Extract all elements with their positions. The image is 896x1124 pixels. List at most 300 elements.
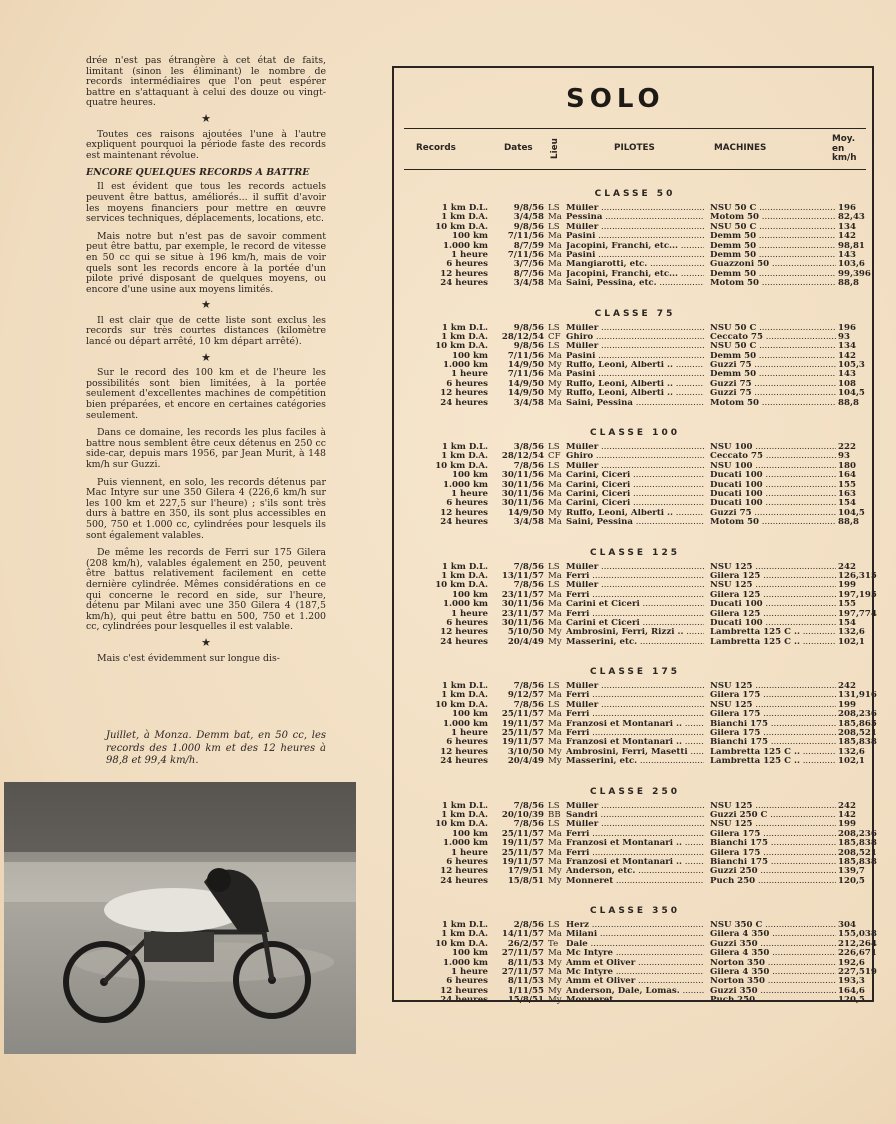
machine-cell: Guzzi 75 ..... <box>710 389 836 398</box>
lieu-cell: Ma <box>548 488 562 499</box>
record-cell: 1 heure <box>451 847 488 858</box>
record-cell: 1 heure <box>451 608 488 619</box>
record-cell: 1 km D.L. <box>441 800 488 811</box>
classe-spacer <box>404 767 866 786</box>
date-cell: 7/8/56 <box>513 460 544 471</box>
lieu-cell: LS <box>548 819 560 830</box>
photo-caption: Juillet, à Monza. Demm bat, en 50 cc, les records des 1.000 km et des 12 heures à 98,8 et 99,4 km/h. <box>106 730 326 766</box>
lieu-cell: Ma <box>548 718 562 729</box>
lieu-cell: LS <box>548 800 560 811</box>
machine-cell: Gilera 175 ..... <box>710 729 836 738</box>
table-row <box>404 399 866 408</box>
speed-cell: 126,315 <box>838 570 877 581</box>
pilot-cell: Carini, Ciceri ..... <box>566 499 704 508</box>
speed-cell: 99,396 <box>838 268 871 279</box>
pilot-cell: Ferri ..... <box>566 691 704 700</box>
pilot-cell: Mc Intyre ..... <box>566 968 704 977</box>
speed-cell: 102,1 <box>838 636 865 647</box>
lieu-cell: My <box>548 756 562 767</box>
table-row <box>404 518 866 527</box>
classe-spacer <box>404 408 866 427</box>
date-cell: 14/11/57 <box>501 929 544 940</box>
date-cell: 25/11/57 <box>501 728 544 739</box>
speed-cell: 105,3 <box>838 360 865 371</box>
machine-cell: NSU 125 ..... <box>710 563 836 572</box>
speed-cell: 88,8 <box>838 278 859 289</box>
speed-cell: 93 <box>838 451 850 462</box>
machine-cell: Gilera 175 ..... <box>710 691 836 700</box>
lieu-cell: Ma <box>548 967 562 978</box>
lieu-cell: Ma <box>548 369 562 380</box>
date-cell: 30/11/56 <box>501 470 544 481</box>
pilot-cell: Müller ..... <box>566 342 704 351</box>
date-cell: 3/7/56 <box>513 259 544 270</box>
speed-cell: 143 <box>838 249 856 260</box>
speed-cell: 164,6 <box>838 985 865 996</box>
pilot-cell: Müller ..... <box>566 802 704 811</box>
lieu-cell: Ma <box>548 498 562 509</box>
record-cell: 10 km D.A. <box>435 580 488 591</box>
lieu-cell: Ma <box>548 847 562 858</box>
pilot-cell: Masserini, etc. ..... <box>566 757 704 766</box>
record-cell: 1 km D.L. <box>441 920 488 931</box>
machine-cell: NSU 50 C ..... <box>710 324 836 333</box>
article-paragraph: Mais notre but n'est pas de savoir comment peut être battu, par exemple, le record de vitesse en 50 cc qui se situe à 196 km/h, mais de voir quels sont les records encore à la portée d'un pilote privé disposant de quelques moyens, ou encore d'une usine aux moyens limités. <box>86 230 326 295</box>
date-cell: 7/11/56 <box>507 369 544 380</box>
classe-spacer <box>404 886 866 905</box>
header-pilotes: PILOTES <box>614 143 655 153</box>
pilot-cell: Monneret ..... <box>566 877 704 886</box>
date-cell: 23/11/57 <box>501 589 544 600</box>
speed-cell: 199 <box>838 580 856 591</box>
classe-block <box>404 427 866 547</box>
lieu-cell: Ma <box>548 249 562 260</box>
record-cell: 24 heures <box>440 756 488 767</box>
table-row <box>404 279 866 288</box>
machine-cell: Ducati 100 ..... <box>710 619 836 628</box>
lieu-cell: LS <box>548 442 560 453</box>
date-cell: 27/11/57 <box>501 967 544 978</box>
record-cell: 12 heures <box>440 746 488 757</box>
speed-cell: 120,5 <box>838 995 865 1006</box>
record-cell: 1 km D.A. <box>441 212 488 223</box>
lieu-cell: My <box>548 995 562 1006</box>
date-cell: 14/9/50 <box>507 388 544 399</box>
record-cell: 24 heures <box>440 397 488 408</box>
record-cell: 1 km D.L. <box>441 322 488 333</box>
machine-cell: NSU 100 ..... <box>710 462 836 471</box>
date-cell: 28/12/54 <box>501 451 544 462</box>
record-cell: 6 heures <box>446 498 488 509</box>
lieu-cell: Ma <box>548 259 562 270</box>
speed-cell: 154 <box>838 617 856 628</box>
machine-cell: Gilera 4 350 ..... <box>710 930 836 939</box>
classe-spacer <box>404 647 866 666</box>
pilot-cell: Müller ..... <box>566 324 704 333</box>
record-cell: 100 km <box>452 709 488 720</box>
date-cell: 8/7/56 <box>513 268 544 279</box>
record-cell: 1.000 km <box>443 360 488 371</box>
speed-cell: 143 <box>838 369 856 380</box>
machine-cell: NSU 125 ..... <box>710 802 836 811</box>
table-row <box>404 996 866 1005</box>
machine-cell: Demm 50 ..... <box>710 352 836 361</box>
pilot-cell: Müller ..... <box>566 581 704 590</box>
machine-cell: Guzzi 250 ..... <box>710 867 836 876</box>
speed-cell: 88,8 <box>838 517 859 528</box>
machine-cell: Ducati 100 ..... <box>710 471 836 480</box>
speed-cell: 196 <box>838 203 856 213</box>
lieu-cell: Ma <box>548 278 562 289</box>
table-row <box>404 757 866 766</box>
lieu-cell: Ma <box>548 690 562 701</box>
date-cell: 30/11/56 <box>501 488 544 499</box>
speed-cell: 131,916 <box>838 690 877 701</box>
speed-cell: 104,5 <box>838 388 865 399</box>
pilot-cell: Ferri ..... <box>566 610 704 619</box>
lieu-cell: My <box>548 636 562 647</box>
date-cell: 8/11/53 <box>507 976 544 987</box>
record-cell: 10 km D.A. <box>435 221 488 232</box>
speed-cell: 98,81 <box>838 240 865 251</box>
pilot-cell: Carini, Ciceri ..... <box>566 481 704 490</box>
header-machines: MACHINES <box>714 143 767 153</box>
date-cell: 19/11/57 <box>501 718 544 729</box>
machine-cell: Demm 50 ..... <box>710 242 836 251</box>
pilot-cell: Müller ..... <box>566 204 704 213</box>
article-paragraph: Sur le record des 100 km et de l'heure les possibilités sont bien limitées, à la portée seulement d'excellentes machines de compétition bien préparées, et encore en certaines catégories seulement. <box>86 367 326 421</box>
date-cell: 15/8/51 <box>507 875 544 886</box>
machine-cell: NSU 50 C ..... <box>710 342 836 351</box>
machine-cell: Motom 50 ..... <box>710 213 836 222</box>
pilot-cell: Pasini ..... <box>566 251 704 260</box>
speed-cell: 180 <box>838 460 856 471</box>
lieu-cell: LS <box>548 460 560 471</box>
machine-cell: NSU 50 C ..... <box>710 223 836 232</box>
record-cell: 1 km D.L. <box>441 203 488 213</box>
classe-title: CLASSE 75 <box>594 308 676 319</box>
machine-cell: Norton 350 ..... <box>710 977 836 986</box>
speed-cell: 155,038 <box>838 929 877 940</box>
record-cell: 1.000 km <box>443 240 488 251</box>
date-cell: 17/9/51 <box>507 866 544 877</box>
machine-cell: Bianchi 175 ..... <box>710 839 836 848</box>
lieu-cell: Ma <box>548 948 562 959</box>
lieu-cell: LS <box>548 221 560 232</box>
speed-cell: 304 <box>838 920 856 931</box>
lieu-cell: Te <box>548 938 559 949</box>
pilot-cell: Herz ..... <box>566 921 704 930</box>
speed-cell: 108 <box>838 378 856 389</box>
speed-cell: 242 <box>838 561 856 572</box>
speed-cell: 103,6 <box>838 259 865 270</box>
machine-cell: Demm 50 ..... <box>710 370 836 379</box>
record-cell: 12 heures <box>440 985 488 996</box>
speed-cell: 154 <box>838 498 856 509</box>
machine-cell: NSU 125 ..... <box>710 701 836 710</box>
speed-cell: 226,671 <box>838 948 877 959</box>
speed-cell: 208,236 <box>838 709 877 720</box>
machine-cell: Motom 50 ..... <box>710 279 836 288</box>
classe-block <box>404 188 871 308</box>
machine-cell: NSU 350 C ..... <box>710 921 836 930</box>
date-cell: 9/8/56 <box>513 203 544 213</box>
machine-cell: Guzzi 350 ..... <box>710 940 836 949</box>
lieu-cell: LS <box>548 322 560 333</box>
date-cell: 25/11/57 <box>501 847 544 858</box>
pilot-cell: Ferri ..... <box>566 591 704 600</box>
classe-title: CLASSE 350 <box>590 906 680 917</box>
lieu-cell: Ma <box>548 728 562 739</box>
record-cell: 24 heures <box>440 995 488 1006</box>
machine-cell: NSU 125 ..... <box>710 581 836 590</box>
speed-cell: 208,236 <box>838 828 877 839</box>
lieu-cell: My <box>548 746 562 757</box>
record-cell: 100 km <box>452 828 488 839</box>
lieu-cell: My <box>548 360 562 371</box>
machine-cell: Bianchi 175 ..... <box>710 720 836 729</box>
classe-block <box>404 547 877 667</box>
lieu-cell: My <box>548 378 562 389</box>
date-cell: 14/9/50 <box>507 378 544 389</box>
machine-cell: Gilera 175 ..... <box>710 710 836 719</box>
record-cell: 1.000 km <box>443 599 488 610</box>
record-cell: 12 heures <box>440 268 488 279</box>
speed-cell: 185,838 <box>838 838 877 849</box>
pilot-cell: Saini, Pessina ..... <box>566 518 704 527</box>
record-cell: 1 km D.A. <box>441 570 488 581</box>
pilot-cell: Anderson, Dale, Lomas. ..... <box>566 987 704 996</box>
machine-cell: Ceccato 75 ..... <box>710 452 836 461</box>
pilot-cell: Amm et Oliver ..... <box>566 959 704 968</box>
speed-cell: 227,519 <box>838 967 877 978</box>
date-cell: 7/8/56 <box>513 699 544 710</box>
record-cell: 1.000 km <box>443 718 488 729</box>
pilot-cell: Ambrosini, Ferri, Rizzi .. ..... <box>566 628 704 637</box>
machine-cell: Puch 250 ..... <box>710 877 836 886</box>
article-paragraph: Dans ce domaine, les records les plus faciles à battre nous semblent être ceux détenus en 250 cc side-car, depuis mars 1956, par Jean Murit, à 148 km/h sur Guzzi. <box>86 427 326 470</box>
article-column <box>86 56 326 671</box>
record-cell: 1 km D.L. <box>441 681 488 692</box>
header-lieu: Lieu <box>550 138 560 159</box>
pilot-cell: Ruffo, Leoni, Alberti .. ..... <box>566 380 704 389</box>
lieu-cell: Ma <box>548 231 562 242</box>
pilot-cell: Müller ..... <box>566 682 704 691</box>
record-cell: 1 km D.A. <box>441 331 488 342</box>
pilot-cell: Müller ..... <box>566 563 704 572</box>
lieu-cell: Ma <box>548 856 562 867</box>
pilot-cell: Dale ..... <box>566 940 704 949</box>
record-cell: 6 heures <box>446 617 488 628</box>
date-cell: 9/8/56 <box>513 221 544 232</box>
machine-cell: Bianchi 175 ..... <box>710 738 836 747</box>
header-moy: Moy. en km/h <box>832 134 857 163</box>
record-cell: 1 heure <box>451 249 488 260</box>
speed-cell: 155 <box>838 599 856 610</box>
date-cell: 7/8/56 <box>513 561 544 572</box>
machine-cell: Guazzoni 50 ..... <box>710 260 836 269</box>
speed-cell: 222 <box>838 442 856 453</box>
lieu-cell: My <box>548 875 562 886</box>
record-cell: 10 km D.A. <box>435 699 488 710</box>
record-cell: 24 heures <box>440 517 488 528</box>
pilot-cell: Mangiarotti, etc. ..... <box>566 260 704 269</box>
machine-cell: Ducati 100 ..... <box>710 499 836 508</box>
record-cell: 100 km <box>452 589 488 600</box>
machine-cell: Gilera 175 ..... <box>710 830 836 839</box>
lieu-cell: My <box>548 388 562 399</box>
date-cell: 3/4/58 <box>513 278 544 289</box>
machine-cell: Gilera 125 ..... <box>710 591 836 600</box>
pilot-cell: Müller ..... <box>566 223 704 232</box>
speed-cell: 212,264 <box>838 938 877 949</box>
classe-spacer <box>404 1006 866 1025</box>
pilot-cell: Carini, Ciceri ..... <box>566 471 704 480</box>
record-cell: 100 km <box>452 350 488 361</box>
pilot-cell: Ruffo, Leoni, Alberti .. ..... <box>566 389 704 398</box>
speed-cell: 185,838 <box>838 856 877 867</box>
date-cell: 7/8/56 <box>513 580 544 591</box>
date-cell: 7/11/56 <box>507 350 544 361</box>
pilot-cell: Müller ..... <box>566 820 704 829</box>
record-cell: 12 heures <box>440 866 488 877</box>
star-separator: ★ <box>201 350 211 364</box>
speed-cell: 104,5 <box>838 507 865 518</box>
machine-cell: Motom 50 ..... <box>710 518 836 527</box>
record-cell: 12 heures <box>440 388 488 399</box>
record-cell: 1 km D.L. <box>441 561 488 572</box>
machine-cell: Lambretta 125 C .. ..... <box>710 628 836 637</box>
speed-cell: 102,1 <box>838 756 865 767</box>
lieu-cell: Ma <box>548 517 562 528</box>
speed-cell: 163 <box>838 488 856 499</box>
pilot-cell: Masserini, etc. ..... <box>566 638 704 647</box>
lieu-cell: CF <box>548 331 561 342</box>
machine-cell: Norton 350 ..... <box>710 959 836 968</box>
record-cell: 1.000 km <box>443 838 488 849</box>
speed-cell: 185,838 <box>838 737 877 748</box>
table-title: SOLO <box>566 84 665 114</box>
pilot-cell: Saini, Pessina, etc. ..... <box>566 279 704 288</box>
table-row <box>404 877 866 886</box>
machine-cell: Lambretta 125 C .. ..... <box>710 757 836 766</box>
speed-cell: 193,3 <box>838 976 865 987</box>
date-cell: 5/10/50 <box>507 627 544 638</box>
machine-cell: Gilera 125 ..... <box>710 610 836 619</box>
machine-cell: Ducati 100 ..... <box>710 490 836 499</box>
lieu-cell: LS <box>548 699 560 710</box>
article-paragraph: De même les records de Ferri sur 175 Gilera (208 km/h), valables également en 250, peuvent être battus relativement facilement en cette dernière cylindrée. Mêmes considérations en ce qui concerne le record en side, sur l'heure, détenu par Milani avec une 350 Gilera 4 (187,5 km/h), qui peut être battu en 500, 750 et 1.200 cc, cylindrées pour lesquelles il est valable. <box>86 547 326 633</box>
date-cell: 25/11/57 <box>501 709 544 720</box>
pilot-cell: Pessina ..... <box>566 213 704 222</box>
date-cell: 1/11/55 <box>507 985 544 996</box>
speed-cell: 82,43 <box>838 212 865 223</box>
lieu-cell: Ma <box>548 350 562 361</box>
date-cell: 30/11/56 <box>501 617 544 628</box>
record-cell: 24 heures <box>440 875 488 886</box>
pilot-cell: Müller ..... <box>566 443 704 452</box>
date-cell: 14/9/50 <box>507 507 544 518</box>
record-cell: 24 heures <box>440 636 488 647</box>
classe-spacer <box>404 289 866 308</box>
date-cell: 20/4/49 <box>507 756 544 767</box>
date-cell: 19/11/57 <box>501 838 544 849</box>
date-cell: 7/11/56 <box>507 231 544 242</box>
motorcycle-rider-image <box>4 782 356 1054</box>
classe-block <box>404 666 877 786</box>
lieu-cell: Ma <box>548 589 562 600</box>
record-cell: 1 heure <box>451 488 488 499</box>
pilot-cell: Ambrosini, Ferri, Masetti ..... <box>566 748 704 757</box>
record-cell: 6 heures <box>446 259 488 270</box>
classe-title: CLASSE 50 <box>594 189 676 199</box>
machine-cell: Gilera 4 350 ..... <box>710 968 836 977</box>
speed-cell: 164 <box>838 470 856 481</box>
machine-cell: Guzzi 350 ..... <box>710 987 836 996</box>
lieu-cell: Ma <box>548 929 562 940</box>
machine-cell: Gilera 4 350 ..... <box>710 949 836 958</box>
lieu-cell: CF <box>548 451 561 462</box>
classe-block <box>404 905 877 1025</box>
machine-cell: Guzzi 250 C ..... <box>710 811 836 820</box>
lieu-cell: Ma <box>548 479 562 490</box>
pilot-cell: Pasini ..... <box>566 232 704 241</box>
machine-cell: Lambretta 125 C .. ..... <box>710 748 836 757</box>
classe-title: CLASSE 175 <box>590 667 680 678</box>
pilot-cell: Carini et Ciceri ..... <box>566 619 704 628</box>
record-cell: 6 heures <box>446 856 488 867</box>
lieu-cell: Ma <box>548 737 562 748</box>
record-cell: 10 km D.A. <box>435 938 488 949</box>
record-cell: 10 km D.A. <box>435 341 488 352</box>
record-cell: 1 km D.A. <box>441 451 488 462</box>
record-cell: 6 heures <box>446 976 488 987</box>
pilot-cell: Franzosi et Montanari .. ..... <box>566 738 704 747</box>
lieu-cell: LS <box>548 681 560 692</box>
pilot-cell: Ferri ..... <box>566 849 704 858</box>
date-cell: 2/8/56 <box>513 920 544 931</box>
record-cell: 12 heures <box>440 507 488 518</box>
record-cell: 1 km D.A. <box>441 809 488 820</box>
date-cell: 7/8/56 <box>513 681 544 692</box>
lieu-cell: My <box>548 866 562 877</box>
record-cell: 1 km D.A. <box>441 929 488 940</box>
pilot-cell: Müller ..... <box>566 462 704 471</box>
lieu-cell: Ma <box>548 608 562 619</box>
machine-cell: NSU 125 ..... <box>710 820 836 829</box>
machine-cell: Bianchi 175 ..... <box>710 858 836 867</box>
pilot-cell: Amm et Oliver ..... <box>566 977 704 986</box>
date-cell: 25/11/57 <box>501 828 544 839</box>
machine-cell: Guzzi 75 ..... <box>710 361 836 370</box>
classe-spacer <box>404 528 866 547</box>
classe-block <box>404 786 877 906</box>
header-dates: Dates <box>504 143 533 153</box>
machine-cell: NSU 125 ..... <box>710 682 836 691</box>
pilot-cell: Sandri ..... <box>566 811 704 820</box>
date-cell: 9/12/57 <box>507 690 544 701</box>
date-cell: 13/11/57 <box>501 570 544 581</box>
record-cell: 1 heure <box>451 728 488 739</box>
machine-cell: Puch 250 ..... <box>710 996 836 1005</box>
speed-cell: 93 <box>838 331 850 342</box>
record-cell: 10 km D.A. <box>435 819 488 830</box>
star-separator: ★ <box>201 111 211 125</box>
article-paragraph: Toutes ces raisons ajoutées l'une à l'autre expliquent pourquoi la période faste des records est maintenant révolue. <box>86 128 326 161</box>
pilot-cell: Saini, Pessina ..... <box>566 399 704 408</box>
date-cell: 30/11/56 <box>501 498 544 509</box>
date-cell: 3/4/58 <box>513 397 544 408</box>
